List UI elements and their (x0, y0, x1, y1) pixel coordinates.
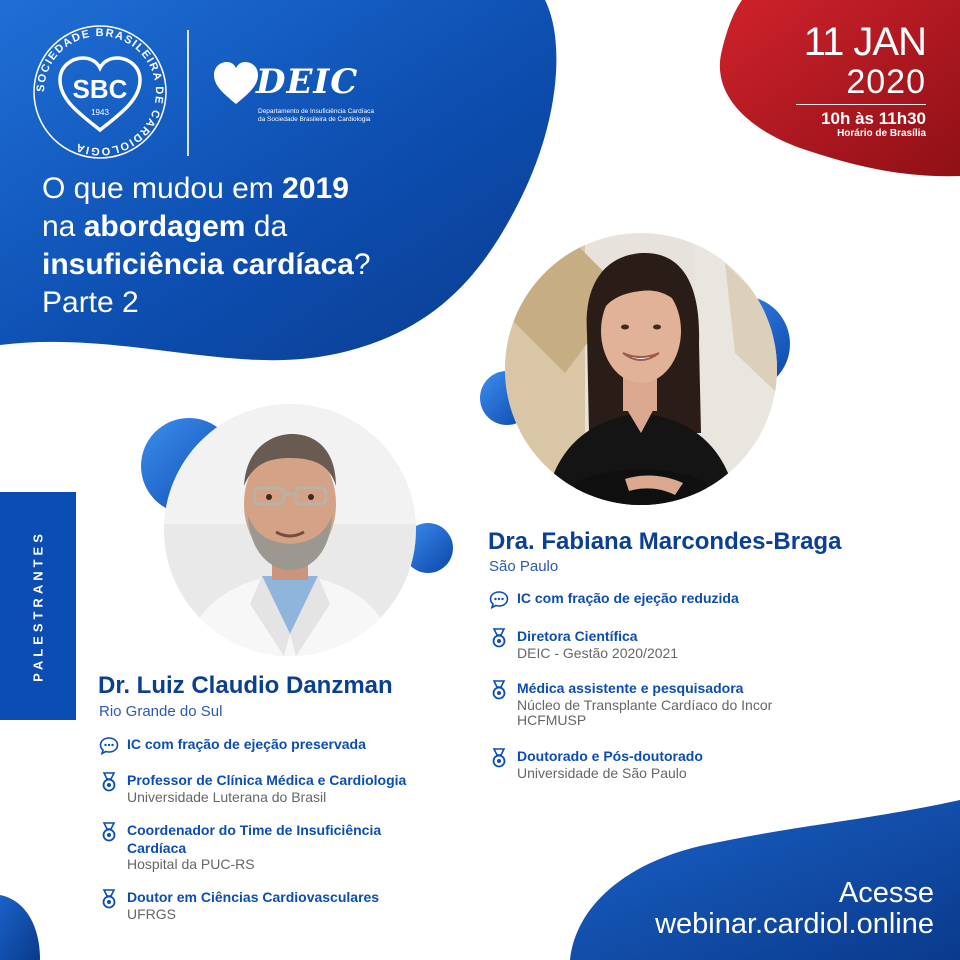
logo-divider (187, 30, 189, 156)
speaker-2-credential-3-detail: Universidade de São Paulo (517, 765, 687, 781)
speaker-2-photo (505, 233, 777, 505)
speaker-2-credential-1 (489, 628, 849, 662)
deic-logo (212, 60, 382, 132)
speaker-1-credential-2-detail: Hospital da PUC-RS (127, 856, 255, 872)
title-line-2b: abordagem (83, 210, 246, 243)
medal-icon (489, 680, 509, 700)
sbc-logo (30, 22, 170, 162)
deic-subtitle-1: Departamento de Insuficiência Cardíaca (258, 108, 374, 115)
speaker-1-topic (99, 736, 439, 756)
medal-icon (489, 748, 509, 768)
deic-title: DEIC (256, 62, 359, 102)
medal-icon (99, 889, 119, 909)
title-line-4: Parte 2 (42, 286, 139, 319)
medal-icon (99, 772, 119, 792)
deic-subtitle-2: da Sociedade Brasileira de Cardiologia (258, 116, 371, 123)
speaker-1-name: Dr. Luiz Claudio Danzman (98, 672, 393, 699)
speaker-1-location: Rio Grande do Sul (99, 703, 223, 720)
speaker-1-credential-3-detail: UFRGS (127, 906, 176, 922)
cta-link[interactable] (655, 878, 934, 940)
speaker-1-photo (164, 404, 416, 656)
title-line-3a: insuficiência cardíaca (42, 248, 354, 281)
chat-bubble-icon (489, 590, 509, 610)
speaker-2-credential-2-detail-2: HCFMUSP (517, 712, 587, 728)
speaker-2-name: Dra. Fabiana Marcondes-Braga (488, 528, 842, 555)
title-line-1b: 2019 (282, 172, 349, 205)
speaker-2-location: São Paulo (489, 558, 559, 575)
speaker-2-credential-2 (489, 680, 869, 730)
event-day: 11 JAN (803, 20, 926, 64)
speaker-1-credential-3 (99, 889, 459, 923)
event-time: 10h às 11h30 (821, 109, 926, 128)
medal-icon (99, 822, 119, 842)
speaker-1-credential-1-title: Professor de Clínica Médica e Cardiologia (127, 772, 407, 788)
speaker-2-credential-1-title: Diretora Científica (517, 628, 638, 644)
sbc-letters: SBC (72, 74, 128, 104)
side-label: PALESTRANTES (30, 530, 46, 682)
speaker-2-credential-2-title: Médica assistente e pesquisadora (517, 680, 744, 696)
cta-url[interactable]: webinar.cardiol.online (655, 908, 934, 940)
event-date (796, 20, 926, 139)
speaker-1-credential-1 (99, 772, 459, 806)
speaker-2-credential-1-detail: DEIC - Gestão 2020/2021 (517, 645, 679, 661)
speaker-2-topic-text: IC com fração de ejeção reduzida (517, 590, 739, 606)
medal-icon (489, 628, 509, 648)
speaker-2-credential-2-detail: Núcleo de Transplante Cardíaco do Incor (517, 697, 773, 713)
page-title (42, 170, 462, 322)
title-line-2a: na (42, 210, 84, 243)
speaker-1-credential-2 (99, 822, 459, 874)
speaker-2-topic (489, 590, 829, 610)
chat-bubble-icon (99, 736, 119, 756)
sbc-ring-text: SOCIEDADE BRASILEIRA DE CARDIOLOGIA (34, 26, 166, 158)
speaker-1-credential-2-title-2: Cardíaca (127, 840, 187, 856)
speaker-1-credential-1-detail: Universidade Luterana do Brasil (127, 789, 327, 805)
title-line-1a: O que mudou em (42, 172, 283, 205)
speaker-1-credential-2-title: Coordenador do Time de Insuficiência (127, 822, 382, 838)
speaker-2-credential-3-title: Doutorado e Pós-doutorado (517, 748, 703, 764)
event-timezone: Horário de Brasília (837, 128, 926, 139)
speaker-1-credential-3-title: Doutor em Ciências Cardiovasculares (127, 889, 380, 905)
speaker-2-credential-3 (489, 748, 849, 782)
cta-line-1: Acesse (838, 877, 934, 909)
heart-icon (212, 60, 260, 108)
title-line-3b: ? (353, 248, 371, 281)
sbc-year: 1943 (91, 108, 109, 117)
event-year: 2020 (796, 64, 926, 105)
title-line-2c: da (245, 210, 288, 243)
speaker-1-topic-text: IC com fração de ejeção preservada (127, 736, 366, 752)
